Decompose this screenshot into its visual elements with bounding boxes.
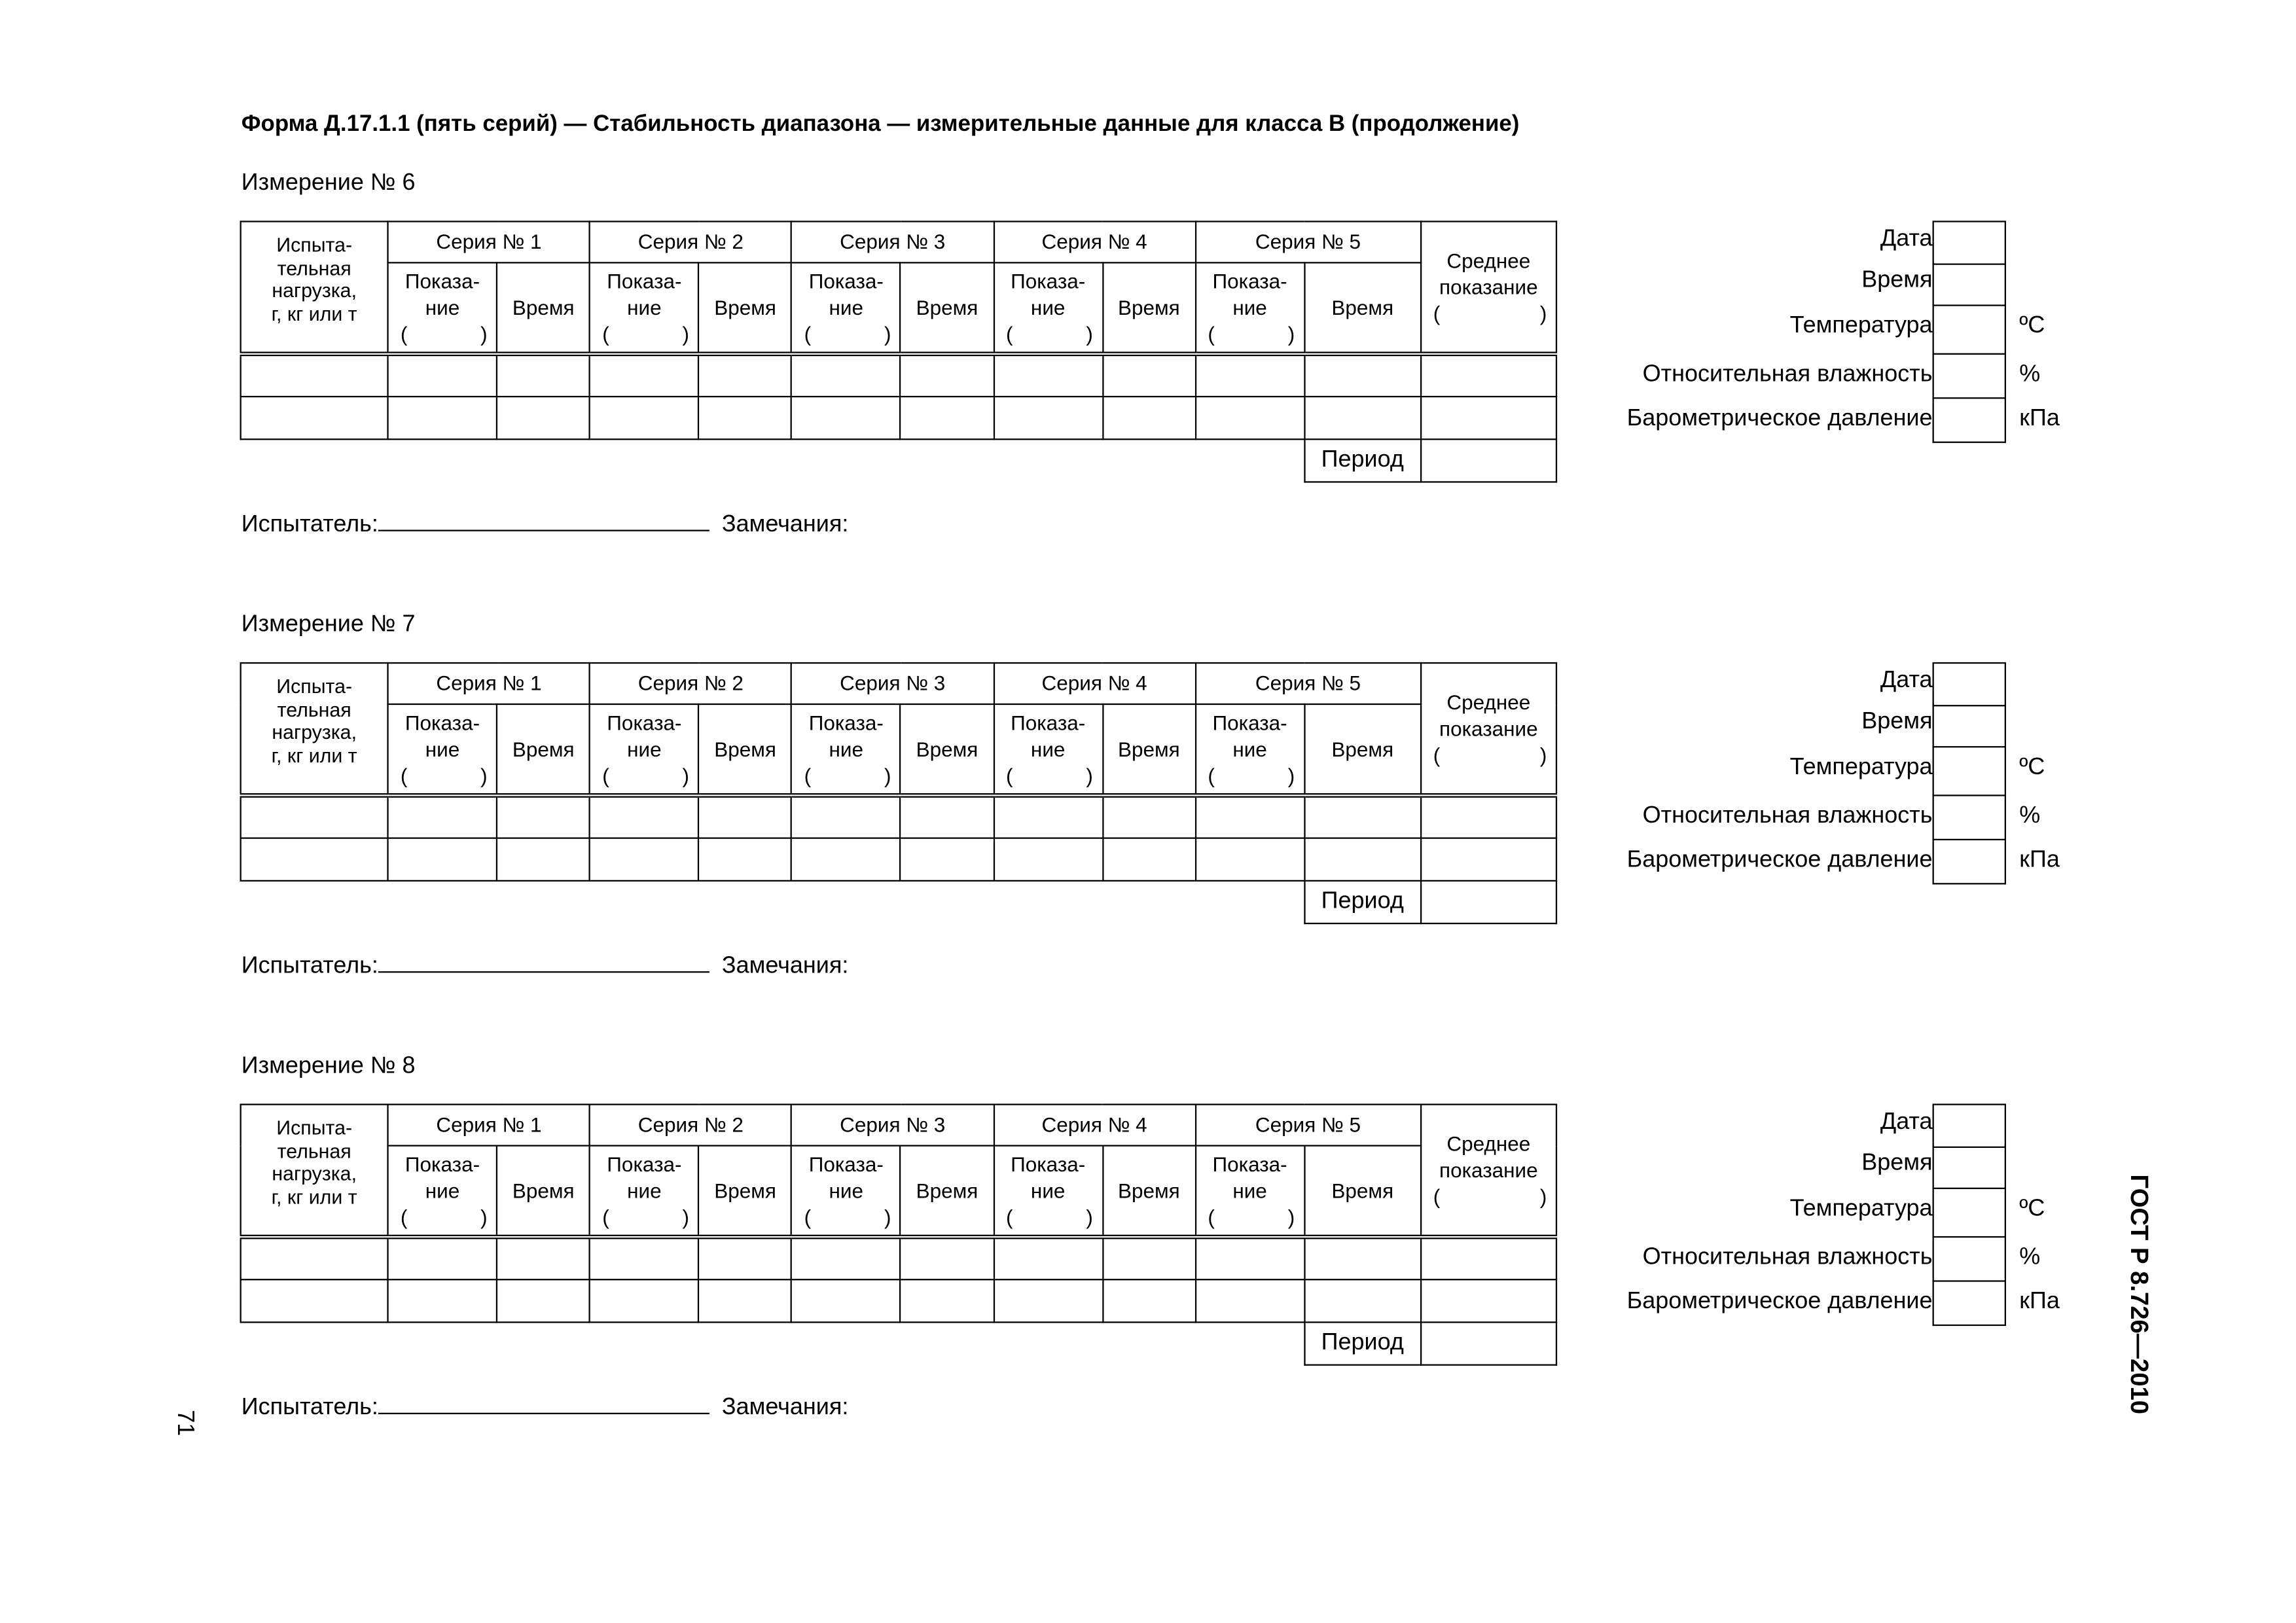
reading-cell[interactable] — [590, 838, 699, 881]
tester-label: Испытатель: — [241, 512, 378, 537]
series-5-header: Серия № 5 — [1195, 1105, 1420, 1146]
temperature-box[interactable] — [1933, 746, 2006, 796]
time-cell[interactable] — [1102, 1237, 1195, 1279]
load-cell[interactable] — [241, 1279, 388, 1322]
series-1-header: Серия № 1 — [388, 663, 590, 704]
reading-cell[interactable] — [994, 397, 1103, 439]
tester-label: Испытатель: — [241, 1395, 378, 1420]
reading-cell[interactable] — [388, 1279, 497, 1322]
series-5-header: Серия № 5 — [1195, 221, 1420, 262]
reading-cell[interactable] — [388, 838, 497, 881]
reading-cell[interactable] — [590, 1279, 699, 1322]
table-row — [241, 838, 1556, 881]
pressure-label: Барометрическое давление — [1626, 406, 1933, 431]
temperature-label: Температура — [1789, 755, 1933, 780]
tester-signature-field[interactable] — [378, 1392, 709, 1414]
pressure-label: Барометрическое давление — [1626, 1289, 1933, 1315]
series-1-header: Серия № 1 — [388, 1105, 590, 1146]
temperature-label: Температура — [1789, 1196, 1933, 1222]
time-cell[interactable] — [901, 354, 994, 397]
pressure-label: Барометрическое давление — [1626, 847, 1933, 873]
reading-cell[interactable] — [388, 795, 497, 838]
time-header: Время — [497, 262, 590, 353]
humidity-box[interactable] — [1933, 1236, 2006, 1282]
humidity-unit: % — [2019, 362, 2041, 387]
time-cell[interactable] — [1102, 1279, 1195, 1322]
pressure-box[interactable] — [1933, 1280, 2006, 1326]
time-header: Время — [1304, 1146, 1421, 1237]
reading-cell[interactable] — [792, 397, 901, 439]
reading-header: Показа- ние ( ) — [792, 704, 901, 795]
time-header: Время — [699, 262, 792, 353]
reading-cell[interactable] — [792, 838, 901, 881]
humidity-unit: % — [2019, 1245, 2041, 1270]
reading-header: Показа- ние ( ) — [1195, 262, 1304, 353]
series-3-header: Серия № 3 — [792, 663, 994, 704]
measurement-label: Измерение № 8 — [241, 1054, 416, 1079]
temperature-box[interactable] — [1933, 1188, 2006, 1238]
time-cell[interactable] — [699, 354, 792, 397]
reading-header: Показа- ние ( ) — [994, 704, 1103, 795]
temperature-unit: ºС — [2019, 313, 2045, 339]
humidity-label: Относительная влажность — [1642, 1245, 1933, 1270]
time-cell[interactable] — [1102, 795, 1195, 838]
time-header: Время — [1304, 704, 1421, 795]
page-number: 71 — [172, 1410, 198, 1436]
tester-label: Испытатель: — [241, 954, 378, 979]
date-box[interactable] — [1933, 221, 2006, 264]
reading-cell[interactable] — [994, 1237, 1103, 1279]
temperature-unit: ºС — [2019, 755, 2045, 780]
tester-line — [242, 951, 849, 980]
tester-line — [242, 1392, 849, 1421]
date-box[interactable] — [1933, 662, 2006, 706]
tester-signature-field[interactable] — [378, 951, 709, 973]
period-label: Период — [1304, 1322, 1421, 1364]
time-cell[interactable] — [699, 1279, 792, 1322]
reading-cell[interactable] — [388, 397, 497, 439]
reading-cell[interactable] — [792, 1279, 901, 1322]
time-cell[interactable] — [699, 397, 792, 439]
reading-header: Показа- ние ( ) — [388, 262, 497, 353]
reading-cell[interactable] — [388, 354, 497, 397]
load-cell[interactable] — [241, 397, 388, 439]
table-row — [241, 354, 1556, 397]
time-label: Время — [1861, 1150, 1933, 1176]
series-2-header: Серия № 2 — [590, 1105, 791, 1146]
average-header: Среднее показание ( ) — [1421, 221, 1556, 353]
form-title: Форма Д.17.1.1 (пять серий) — Стабильность диапазона — измерительные данные для класса В (продолжение) — [241, 111, 1520, 137]
reading-cell[interactable] — [1195, 838, 1304, 881]
reading-cell[interactable] — [1195, 397, 1304, 439]
standard-designation: ГОСТ Р 8.726—2010 — [2125, 1174, 2153, 1415]
time-header: Время — [699, 704, 792, 795]
reading-header: Показа- ние ( ) — [792, 262, 901, 353]
reading-cell[interactable] — [994, 795, 1103, 838]
series-4-header: Серия № 4 — [994, 221, 1195, 262]
measurement-label: Измерение № 7 — [241, 612, 416, 637]
time-header: Время — [497, 1146, 590, 1237]
table-row — [241, 397, 1556, 439]
time-box[interactable] — [1933, 1145, 2006, 1188]
reading-cell[interactable] — [590, 354, 699, 397]
period-cell[interactable] — [1421, 1322, 1556, 1364]
time-cell[interactable] — [1304, 795, 1421, 838]
time-header: Время — [1102, 1146, 1195, 1237]
average-cell[interactable] — [1421, 1237, 1556, 1279]
time-cell[interactable] — [699, 795, 792, 838]
reading-cell[interactable] — [994, 1279, 1103, 1322]
reading-cell[interactable] — [388, 1237, 497, 1279]
date-label: Дата — [1880, 226, 1933, 252]
remarks-label: Замечания: — [721, 1395, 849, 1420]
humidity-label: Относительная влажность — [1642, 803, 1933, 829]
average-cell[interactable] — [1421, 1279, 1556, 1322]
reading-cell[interactable] — [1195, 795, 1304, 838]
average-header: Среднее показание ( ) — [1421, 1105, 1556, 1237]
time-cell[interactable] — [699, 1237, 792, 1279]
time-cell[interactable] — [901, 838, 994, 881]
time-cell[interactable] — [1304, 1279, 1421, 1322]
time-header: Время — [901, 704, 994, 795]
time-box[interactable] — [1933, 704, 2006, 747]
time-cell[interactable] — [1102, 354, 1195, 397]
time-cell[interactable] — [497, 795, 590, 838]
time-label: Время — [1861, 268, 1933, 293]
reading-header: Показа- ние ( ) — [994, 262, 1103, 353]
remarks-label: Замечания: — [721, 512, 849, 537]
time-cell[interactable] — [497, 838, 590, 881]
reading-cell[interactable] — [1195, 1237, 1304, 1279]
time-cell[interactable] — [497, 1237, 590, 1279]
tester-line — [242, 509, 849, 539]
reading-cell[interactable] — [590, 397, 699, 439]
pressure-box[interactable] — [1933, 397, 2006, 443]
time-header: Время — [901, 1146, 994, 1237]
time-cell[interactable] — [1304, 1237, 1421, 1279]
load-cell[interactable] — [241, 1237, 388, 1279]
measurement-table — [240, 1104, 1558, 1366]
period-label: Период — [1304, 881, 1421, 923]
reading-cell[interactable] — [590, 1237, 699, 1279]
load-header: Испыта- тельная нагрузка, г, кг или т — [241, 221, 388, 353]
time-cell[interactable] — [1304, 397, 1421, 439]
time-cell[interactable] — [1102, 838, 1195, 881]
series-4-header: Серия № 4 — [994, 1105, 1195, 1146]
time-cell[interactable] — [699, 838, 792, 881]
load-cell[interactable] — [241, 795, 388, 838]
reading-header: Показа- ние ( ) — [1195, 1146, 1304, 1237]
pressure-unit: кПа — [2019, 847, 2060, 873]
time-cell[interactable] — [497, 1279, 590, 1322]
humidity-box[interactable] — [1933, 353, 2006, 399]
reading-header: Показа- ние ( ) — [590, 704, 699, 795]
reading-cell[interactable] — [590, 795, 699, 838]
temperature-unit: ºС — [2019, 1196, 2045, 1222]
series-3-header: Серия № 3 — [792, 221, 994, 262]
load-cell[interactable] — [241, 838, 388, 881]
reading-cell[interactable] — [994, 354, 1103, 397]
reading-header: Показа- ние ( ) — [994, 1146, 1103, 1237]
table-row — [241, 1237, 1556, 1279]
temperature-box[interactable] — [1933, 304, 2006, 354]
time-cell[interactable] — [901, 397, 994, 439]
reading-header: Показа- ние ( ) — [1195, 704, 1304, 795]
time-box[interactable] — [1933, 262, 2006, 306]
reading-cell[interactable] — [1195, 1279, 1304, 1322]
period-cell[interactable] — [1421, 881, 1556, 923]
series-2-header: Серия № 2 — [590, 221, 791, 262]
reading-cell[interactable] — [792, 354, 901, 397]
time-header: Время — [1102, 704, 1195, 795]
average-cell[interactable] — [1421, 838, 1556, 881]
temperature-label: Температура — [1789, 313, 1933, 339]
time-header: Время — [699, 1146, 792, 1237]
date-label: Дата — [1880, 668, 1933, 694]
series-3-header: Серия № 3 — [792, 1105, 994, 1146]
time-cell[interactable] — [1304, 838, 1421, 881]
measurement-table — [240, 662, 1558, 924]
reading-header: Показа- ние ( ) — [388, 704, 497, 795]
period-label: Период — [1304, 439, 1421, 482]
series-4-header: Серия № 4 — [994, 663, 1195, 704]
measurement-table — [240, 221, 1558, 482]
reading-header: Показа- ние ( ) — [388, 1146, 497, 1237]
time-cell[interactable] — [901, 1279, 994, 1322]
load-header: Испыта- тельная нагрузка, г, кг или т — [241, 663, 388, 795]
time-cell[interactable] — [901, 795, 994, 838]
load-header: Испыта- тельная нагрузка, г, кг или т — [241, 1105, 388, 1237]
measurement-label: Измерение № 6 — [241, 170, 416, 196]
series-1-header: Серия № 1 — [388, 221, 590, 262]
series-2-header: Серия № 2 — [590, 663, 791, 704]
humidity-unit: % — [2019, 803, 2041, 829]
tester-signature-field[interactable] — [378, 509, 709, 531]
time-cell[interactable] — [1304, 354, 1421, 397]
time-cell[interactable] — [901, 1237, 994, 1279]
average-cell[interactable] — [1421, 354, 1556, 397]
pressure-box[interactable] — [1933, 839, 2006, 885]
reading-header: Показа- ние ( ) — [590, 1146, 699, 1237]
reading-header: Показа- ние ( ) — [792, 1146, 901, 1237]
series-5-header: Серия № 5 — [1195, 663, 1420, 704]
time-label: Время — [1861, 709, 1933, 735]
time-cell[interactable] — [1102, 397, 1195, 439]
time-header: Время — [1304, 262, 1421, 353]
time-cell[interactable] — [497, 354, 590, 397]
time-header: Время — [1102, 262, 1195, 353]
average-header: Среднее показание ( ) — [1421, 663, 1556, 795]
reading-cell[interactable] — [1195, 354, 1304, 397]
date-box[interactable] — [1933, 1104, 2006, 1148]
reading-header: Показа- ние ( ) — [590, 262, 699, 353]
remarks-label: Замечания: — [721, 954, 849, 979]
reading-cell[interactable] — [792, 795, 901, 838]
reading-cell[interactable] — [792, 1237, 901, 1279]
humidity-label: Относительная влажность — [1642, 362, 1933, 387]
date-label: Дата — [1880, 1109, 1933, 1135]
time-cell[interactable] — [497, 397, 590, 439]
table-row — [241, 1279, 1556, 1322]
load-cell[interactable] — [241, 354, 388, 397]
pressure-unit: кПа — [2019, 1289, 2060, 1315]
table-row — [241, 795, 1556, 838]
reading-cell[interactable] — [994, 838, 1103, 881]
average-cell[interactable] — [1421, 397, 1556, 439]
time-header: Время — [901, 262, 994, 353]
humidity-box[interactable] — [1933, 794, 2006, 840]
period-cell[interactable] — [1421, 439, 1556, 482]
average-cell[interactable] — [1421, 795, 1556, 838]
pressure-unit: кПа — [2019, 406, 2060, 431]
time-header: Время — [497, 704, 590, 795]
